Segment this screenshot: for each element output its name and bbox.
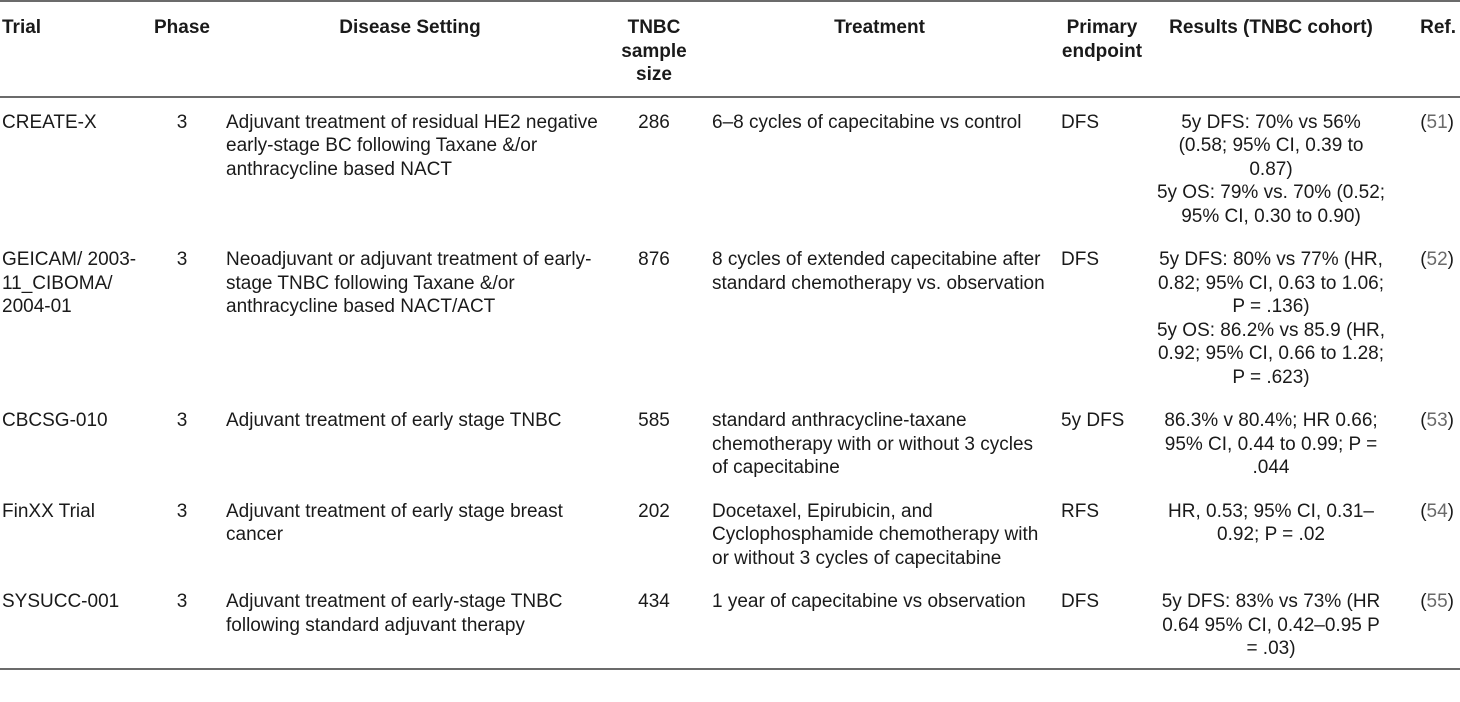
trial-name: GEICAM/ 2003-11_CIBOMA/ 2004-01: [2, 249, 137, 317]
results: [1151, 97, 1391, 236]
primary-endpoint: RFS: [1061, 500, 1099, 522]
trial-name: CREATE-X: [2, 111, 97, 133]
trial-name: CBCSG-010: [2, 410, 108, 431]
table-row: [0, 396, 1460, 487]
sample-size: 585: [638, 410, 670, 431]
reference: (52): [1420, 249, 1454, 270]
result-line: 5y OS: 79% vs. 70% (0.52; 95% CI, 0.30 to 0.90): [1156, 182, 1386, 227]
header-ref: Ref.: [1420, 17, 1456, 38]
results: [1151, 487, 1391, 578]
disease-setting: Adjuvant treatment of residual HE2 negative early-stage BC following Taxane &/or anthracycline based NACT: [226, 111, 598, 180]
header-treatment: Treatment: [834, 17, 925, 38]
sample-size: 202: [638, 500, 670, 522]
reference-link[interactable]: 53: [1426, 410, 1448, 431]
table-row: [0, 97, 1460, 236]
trial-name: SYSUCC-001: [2, 591, 120, 612]
trial-name: FinXX Trial: [2, 500, 95, 522]
result-line: 5y OS: 86.2% vs 85.9 (HR, 0.92; 95% CI, 0.66 to 1.28; P = .623): [1156, 319, 1386, 388]
disease-setting: Adjuvant treatment of early stage TNBC: [226, 410, 562, 431]
table-row: [0, 487, 1460, 578]
treatment: Docetaxel, Epirubicin, and Cyclophosphamide chemotherapy with or without 3 cycles of capecitabine: [712, 500, 1039, 569]
disease-setting: Adjuvant treatment of early stage breast cancer: [226, 500, 563, 545]
results: [1151, 396, 1391, 487]
reference: (55): [1420, 591, 1454, 612]
reference: (51): [1420, 111, 1454, 133]
header-primary-endpoint: Primary endpoint: [1061, 17, 1143, 62]
primary-endpoint: DFS: [1061, 591, 1099, 612]
result-line: 5y DFS: 70% vs 56% (0.58; 95% CI, 0.39 to 0.87): [1178, 111, 1364, 180]
reference-link[interactable]: 55: [1426, 591, 1448, 612]
trial-phase: 3: [176, 500, 188, 522]
header-disease-setting: Disease Setting: [339, 17, 481, 38]
header-results: Results (TNBC cohort): [1169, 17, 1373, 38]
sample-size: 876: [638, 249, 670, 270]
table-row: [0, 235, 1460, 396]
trial-phase: 3: [176, 410, 188, 431]
results: [1151, 577, 1391, 669]
reference-link[interactable]: 52: [1426, 249, 1448, 270]
treatment: 1 year of capecitabine vs observation: [712, 591, 1026, 612]
result-line: 5y DFS: 80% vs 77% (HR, 0.82; 95% CI, 0.63 to 1.06; P = .136): [1157, 249, 1385, 317]
header-row: [0, 1, 1460, 97]
primary-endpoint: DFS: [1061, 111, 1099, 133]
trial-phase: 3: [176, 249, 188, 270]
trial-phase: 3: [176, 591, 188, 612]
reference-link[interactable]: 51: [1426, 111, 1448, 133]
results: [1151, 235, 1391, 396]
disease-setting: Adjuvant treatment of early-stage TNBC following standard adjuvant therapy: [226, 591, 563, 636]
result-line: 5y DFS: 83% vs 73% (HR 0.64 95% CI, 0.42–0.95 P = .03): [1161, 591, 1381, 659]
reference-link[interactable]: 54: [1426, 500, 1448, 522]
primary-endpoint: 5y DFS: [1061, 410, 1125, 431]
trial-phase: 3: [176, 111, 188, 133]
treatment: 8 cycles of extended capecitabine after standard chemotherapy vs. observation: [712, 249, 1045, 294]
header-sample-size: TNBC sample size: [621, 17, 687, 85]
result-line: HR, 0.53; 95% CI, 0.31–0.92; P = .02: [1168, 500, 1374, 545]
treatment: 6–8 cycles of capecitabine vs control: [712, 111, 1022, 133]
reference: (54): [1420, 500, 1454, 522]
header-phase: Phase: [154, 17, 210, 38]
table-row: [0, 577, 1460, 669]
disease-setting: Neoadjuvant or adjuvant treatment of early-stage TNBC following Taxane &/or anthracycline based NACT/ACT: [226, 249, 592, 317]
header-trial: Trial: [2, 17, 42, 38]
treatment: standard anthracycline-taxane chemotherapy with or without 3 cycles of capecitabine: [712, 410, 1034, 478]
sample-size: 286: [638, 111, 670, 133]
result-line: 86.3% v 80.4%; HR 0.66; 95% CI, 0.44 to 0.99; P = .044: [1164, 410, 1378, 478]
reference: (53): [1420, 410, 1454, 431]
primary-endpoint: DFS: [1061, 249, 1099, 270]
sample-size: 434: [638, 591, 670, 612]
